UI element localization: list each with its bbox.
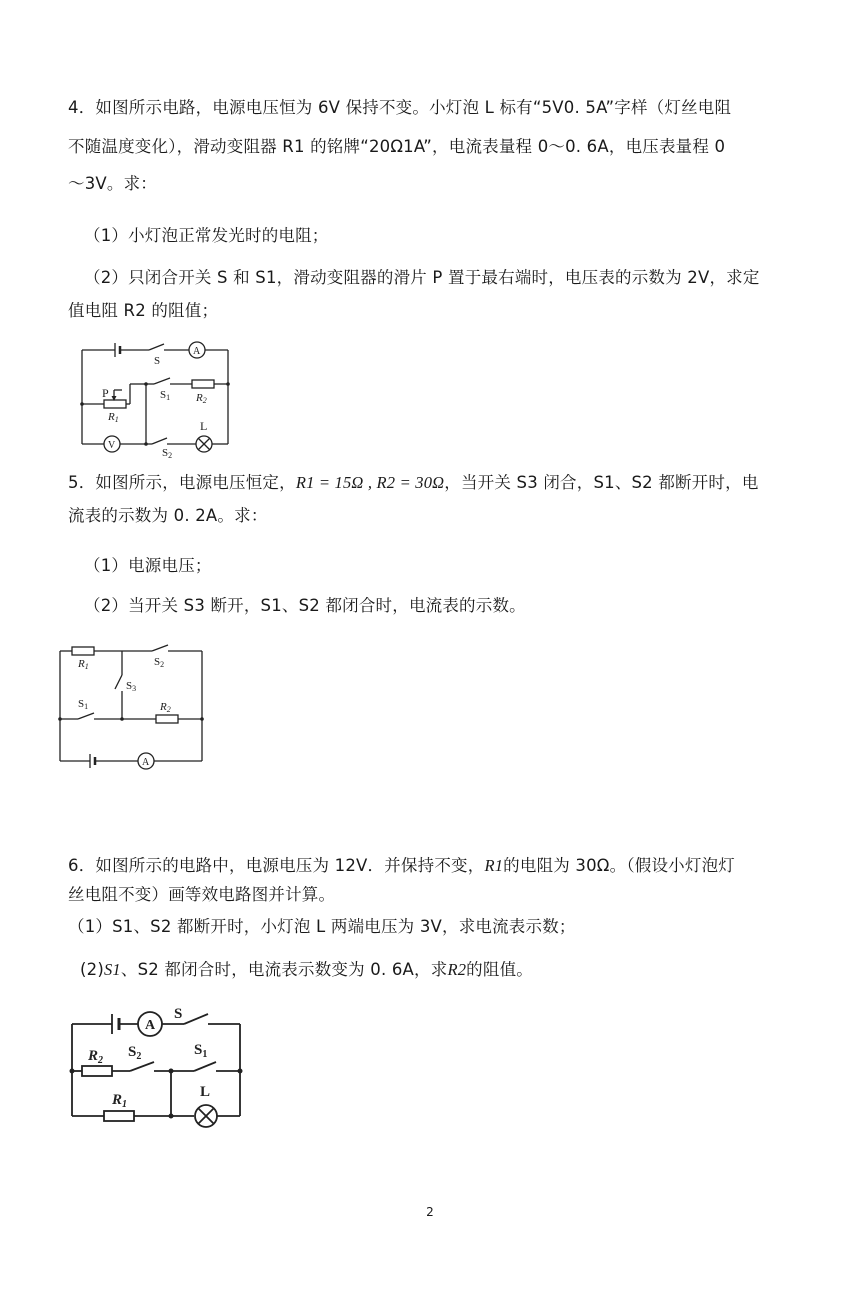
- q4-ammeter-label: A: [193, 346, 201, 357]
- q6-label-s1: $S_1$: [194, 1042, 208, 1060]
- q6-line1: 6．如图所示的电路中，电源电压为 12V．并保持不变，R1的电阻为 30Ω。（假设小灯泡灯: [68, 856, 735, 875]
- q6-label-r2: $R_2$: [88, 1048, 104, 1066]
- q4-line1: 4．如图所示电路，电源电压恒为 6V 保持不变。小灯泡 L 标有“5V0. 5A”字样（灯丝电阻: [68, 98, 732, 117]
- q4-label-s: S: [154, 355, 161, 367]
- q6-ammeter-label: A: [145, 1018, 156, 1033]
- q6-sub1: （1）S1、S2 都断开时，小灯泡 L 两端电压为 3V，求电流表示数；: [68, 917, 576, 936]
- page-number: 2: [426, 1205, 434, 1219]
- q5-label-s3: S3: [126, 680, 137, 693]
- q5-label-r1: R1: [78, 658, 89, 671]
- q6-label-s2: $S_2$: [128, 1044, 142, 1062]
- q4-label-p: P: [102, 386, 109, 400]
- q4-label-r1: R1: [108, 411, 119, 424]
- q5-ammeter-label: A: [142, 757, 150, 768]
- q4-label-s1: S1: [160, 389, 171, 402]
- q4-label-l: L: [200, 419, 208, 433]
- q6-label-r1: $R_1$: [112, 1092, 128, 1110]
- q5-label-s2: S2: [154, 656, 165, 669]
- q4-sub2a: （2）只闭合开关 S 和 S1，滑动变阻器的滑片 P 置于最右端时，电压表的示数为 2V，求定: [84, 268, 760, 287]
- q5-label-s1: S1: [78, 698, 89, 711]
- q5-line1: 5．如图所示，电源电压恒定，R1 = 15Ω , R2 = 30Ω，当开关 S3 闭合，S1、S2 都断开时，电: [68, 473, 759, 492]
- q4-sub1: （1）小灯泡正常发光时的电阻；: [84, 226, 329, 245]
- q4-line2: 不随温度变化），滑动变阻器 R1 的铭牌“20Ω1A”，电流表量程 0～0. 6A，电压表量程 0: [68, 137, 726, 156]
- q4-sub2b: 值电阻 R2 的阻值；: [68, 301, 219, 320]
- q6-circuit-diagram: [64, 1002, 249, 1134]
- q4-circuit-diagram: [74, 336, 239, 465]
- q5-sub1: （1）电源电压；: [84, 556, 212, 575]
- q5-line2: 流表的示数为 0. 2A。求：: [68, 506, 268, 525]
- q5-sub2: （2）当开关 S3 断开，S1、S2 都闭合时，电流表的示数。: [84, 596, 526, 615]
- q4-label-r2: R2: [196, 392, 207, 405]
- q5-circuit-diagram: [52, 637, 212, 776]
- q5-label-r2: R2: [160, 701, 171, 714]
- q4-line3: ～3V。求：: [68, 174, 157, 193]
- q4-voltmeter-label: V: [108, 440, 116, 451]
- q6-sub2: (2)S1、S2 都闭合时，电流表示数变为 0. 6A，求R2的阻值。: [80, 960, 533, 979]
- q6-label-s: S: [174, 1006, 183, 1022]
- q6-line2: 丝电阻不变）画等效电路图并计算。: [68, 885, 336, 904]
- q4-label-s2: S2: [162, 447, 173, 460]
- q6-label-l: L: [200, 1084, 211, 1100]
